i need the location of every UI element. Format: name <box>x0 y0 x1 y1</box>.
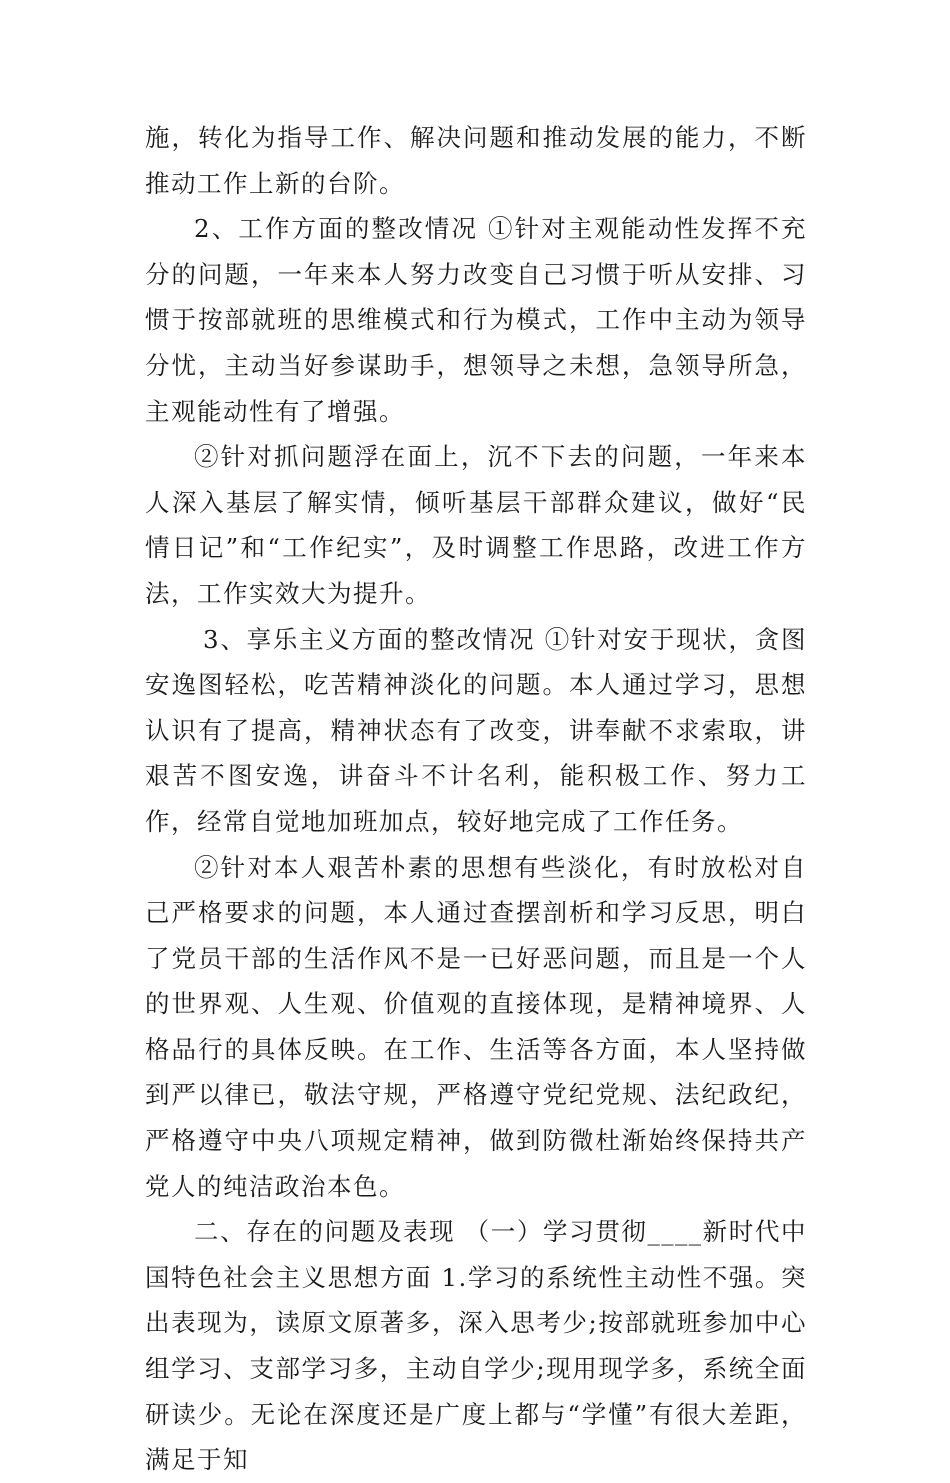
paragraph-hedonism-rectification: 3、享乐主义方面的整改情况 ①针对安于现状，贪图安逸图轻松，吃苦精神淡化的问题。本人通过学习，思想认识有了提高，精神状态有了改变，讲奉献不求索取，讲艰苦不图安逸，讲奋斗不计名利，能积极工作、努力工作，经常自觉地加班加点，较好地完成了工作任务。 <box>145 624 807 836</box>
paragraph-work-rectification: 2、工作方面的整改情况 ①针对主观能动性发挥不充分的问题，一年来本人努力改变自己习惯于听从安排、习惯于按部就班的思维模式和行为模式，工作中主动为领导分忧，主动当好参谋助手，想领导之未想，急领导所急，主观能动性有了增强。 <box>145 214 807 426</box>
paragraph-existing-problems: 二、存在的问题及表现 （一）学习贯彻____新时代中国特色社会主义思想方面 1.学习的系统性主动性不强。突出表现为，读原文原著多，深入思考少;按部就班参加中心组学习、支部学习多，主动自学少;现用现学多，系统全面研读少。无论在深度还是广度上都与“学懂”有很大差距，满足于知 <box>145 1217 807 1475</box>
document-body <box>145 115 807 1483</box>
paragraph-frugality-issue: ②针对本人艰苦朴素的思想有些淡化，有时放松对自己严格要求的问题，本人通过查摆剖析和学习反思，明白了党员干部的生活作风不是一已好恶问题，而且是一个人的世界观、人生观、价值观的直接体现，是精神境界、人格品行的具体反映。在工作、生活等各方面，本人坚持做到严以律已，敬法守规，严格遵守党纪党规、法纪政纪，严格遵守中央八项规定精神，做到防微杜渐始终保持共产党人的纯洁政治本色。 <box>145 852 807 1201</box>
paragraph-grassroots-issue: ②针对抓问题浮在面上，沉不下去的问题，一年来本人深入基层了解实情，倾听基层干部群众建议，做好“民情日记”和“工作纪实”，及时调整工作思路，改进工作方法，工作实效大为提升。 <box>145 442 807 608</box>
paragraph-continuation: 施，转化为指导工作、解决问题和推动发展的能力，不断推动工作上新的台阶。 <box>145 123 807 198</box>
